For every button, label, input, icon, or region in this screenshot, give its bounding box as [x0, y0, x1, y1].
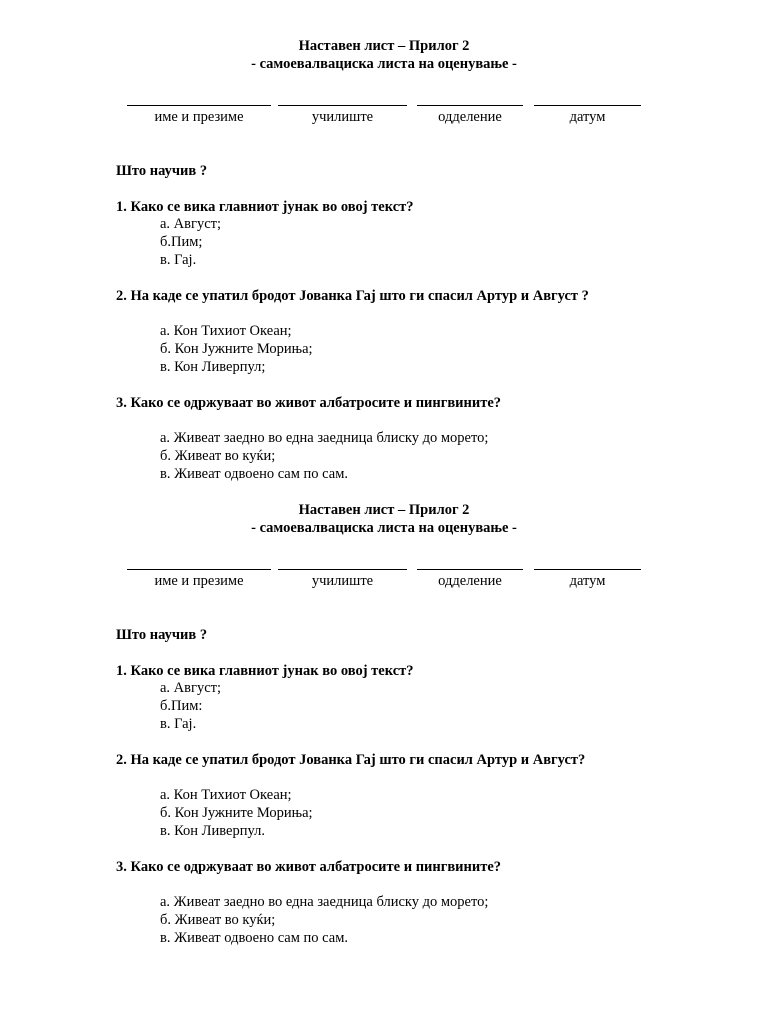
option-c: в. Живеат одвоено сам по сам.	[160, 930, 349, 946]
option-a: а. Живеат заедно во една заедница блиску до морето;	[160, 430, 489, 446]
worksheet-title: Наставен лист – Прилог 2	[298, 502, 470, 518]
date-line	[534, 97, 641, 106]
question-2-options	[160, 322, 313, 376]
class-line	[417, 561, 523, 570]
question-2-options	[160, 786, 313, 840]
class-field	[417, 97, 523, 126]
date-label: датум	[569, 109, 606, 125]
worksheet-1	[0, 0, 768, 482]
worksheet-title: Наставен лист – Прилог 2	[298, 38, 470, 54]
question-1: 1. Како се вика главниот јунак во овој текст?	[116, 199, 414, 215]
section-heading: Што научив ?	[116, 163, 208, 179]
class-label: одделение	[438, 109, 502, 125]
name-line	[127, 561, 271, 570]
name-field	[127, 561, 271, 590]
date-label: датум	[569, 573, 606, 589]
name-label: име и презиме	[154, 573, 244, 589]
section-heading: Што научив ?	[116, 627, 208, 643]
name-label: име и презиме	[154, 109, 244, 125]
question-3: 3. Како се одржуваат во живот албатросите и пингвините?	[116, 859, 502, 875]
question-3: 3. Како се одржуваат во живот албатросите и пингвините?	[116, 395, 502, 411]
option-c: в. Кон Ливерпул;	[160, 359, 266, 375]
question-2: 2. На каде се упатил бродот Јованка Гај што ги спасил Артур и Август?	[116, 752, 586, 768]
option-b: б. Живеат во куќи;	[160, 448, 276, 464]
worksheet-2	[0, 464, 768, 946]
option-b: б. Кон Јужните Мориња;	[160, 341, 313, 357]
option-b: б. Живеат во куќи;	[160, 912, 276, 928]
name-line	[127, 97, 271, 106]
class-line	[417, 97, 523, 106]
option-a: а. Живеат заедно во една заедница блиску до морето;	[160, 894, 489, 910]
date-line	[534, 561, 641, 570]
school-field	[278, 561, 407, 590]
option-b: б.Пим:	[160, 698, 203, 714]
option-a: а. Кон Тихиот Океан;	[160, 787, 292, 803]
question-1-options	[160, 679, 221, 733]
option-a: а. Кон Тихиот Океан;	[160, 323, 292, 339]
class-label: одделение	[438, 573, 502, 589]
school-line	[278, 97, 407, 106]
worksheet-subtitle: - самоевалвациска листа на оценување -	[251, 520, 517, 536]
question-1: 1. Како се вика главниот јунак во овој текст?	[116, 663, 414, 679]
school-field	[278, 97, 407, 126]
class-field	[417, 561, 523, 590]
option-c: в. Кон Ливерпул.	[160, 823, 265, 839]
school-line	[278, 561, 407, 570]
option-c: в. Гај.	[160, 716, 197, 732]
worksheet-subtitle: - самоевалвациска листа на оценување -	[251, 56, 517, 72]
school-label: училиште	[311, 573, 374, 589]
option-a: а. Август;	[160, 216, 222, 232]
question-2: 2. На каде се упатил бродот Јованка Гај што ги спасил Артур и Август ?	[116, 288, 589, 304]
option-c: в. Живеат одвоено сам по сам.	[160, 466, 349, 482]
question-3-options	[160, 893, 488, 947]
option-b: б.Пим;	[160, 234, 203, 250]
option-b: б. Кон Јужните Мориња;	[160, 805, 313, 821]
name-field	[127, 97, 271, 126]
school-label: училиште	[311, 109, 374, 125]
date-field	[534, 97, 641, 126]
option-c: в. Гај.	[160, 252, 197, 268]
date-field	[534, 561, 641, 590]
option-a: а. Август;	[160, 680, 222, 696]
question-1-options	[160, 215, 221, 269]
